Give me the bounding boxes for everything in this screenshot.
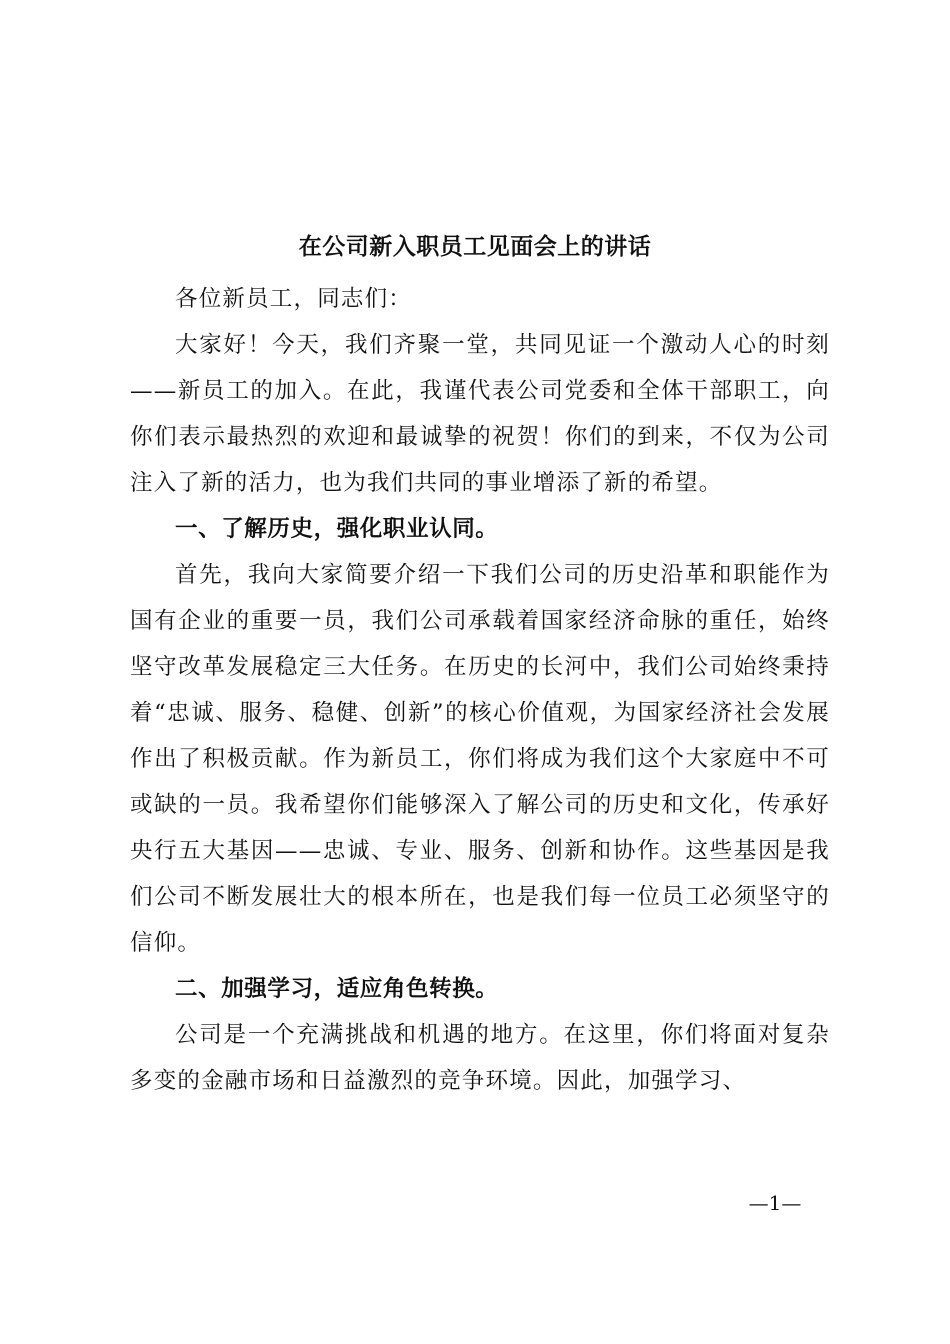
page-title: 在公司新入职员工见面会上的讲话 — [298, 233, 652, 260]
section-2-heading: 二、加强学习，适应角色转换。 — [175, 976, 499, 1002]
greeting-paragraph: 各位新员工，同志们： — [175, 286, 413, 312]
page-number: —1— — [748, 1191, 802, 1215]
section-1-paragraph: 首先，我向大家简要介绍一下我们公司的历史沿革和职能作为国有企业的重要一员，我们公司承载着国家经济命脉的重任，始终坚守改革发展稳定三大任务。在历史的长河中，我们公司始终秉持着“忠诚、服务、稳健、创新”的核心价值观，为国家经济社会发展作出了积极贡献。作为新员工，你们将成为我们这个大家庭中不可或缺的一员。我希望你们能够深入了解公司的历史和文化，传承好央行五大基因——忠诚、专业、服务、创新和协作。这些基因是我们公司不断发展壮大的根本所在，也是我们每一位员工必须坚守的信仰。 — [130, 562, 830, 956]
document-body — [130, 276, 830, 1104]
intro-paragraph: 大家好！今天，我们齐聚一堂，共同见证一个激动人心的时刻——新员工的加入。在此，我谨代表公司党委和全体干部职工，向你们表示最热烈的欢迎和最诚挚的祝贺！你们的到来，不仅为公司注入了新的活力，也为我们共同的事业增添了新的希望。 — [130, 332, 830, 496]
section-1-heading: 一、了解历史，强化职业认同。 — [175, 516, 499, 542]
section-2-paragraph: 公司是一个充满挑战和机遇的地方。在这里，你们将面对复杂多变的金融市场和日益激烈的竞争环境。因此，加强学习、 — [130, 1022, 830, 1094]
